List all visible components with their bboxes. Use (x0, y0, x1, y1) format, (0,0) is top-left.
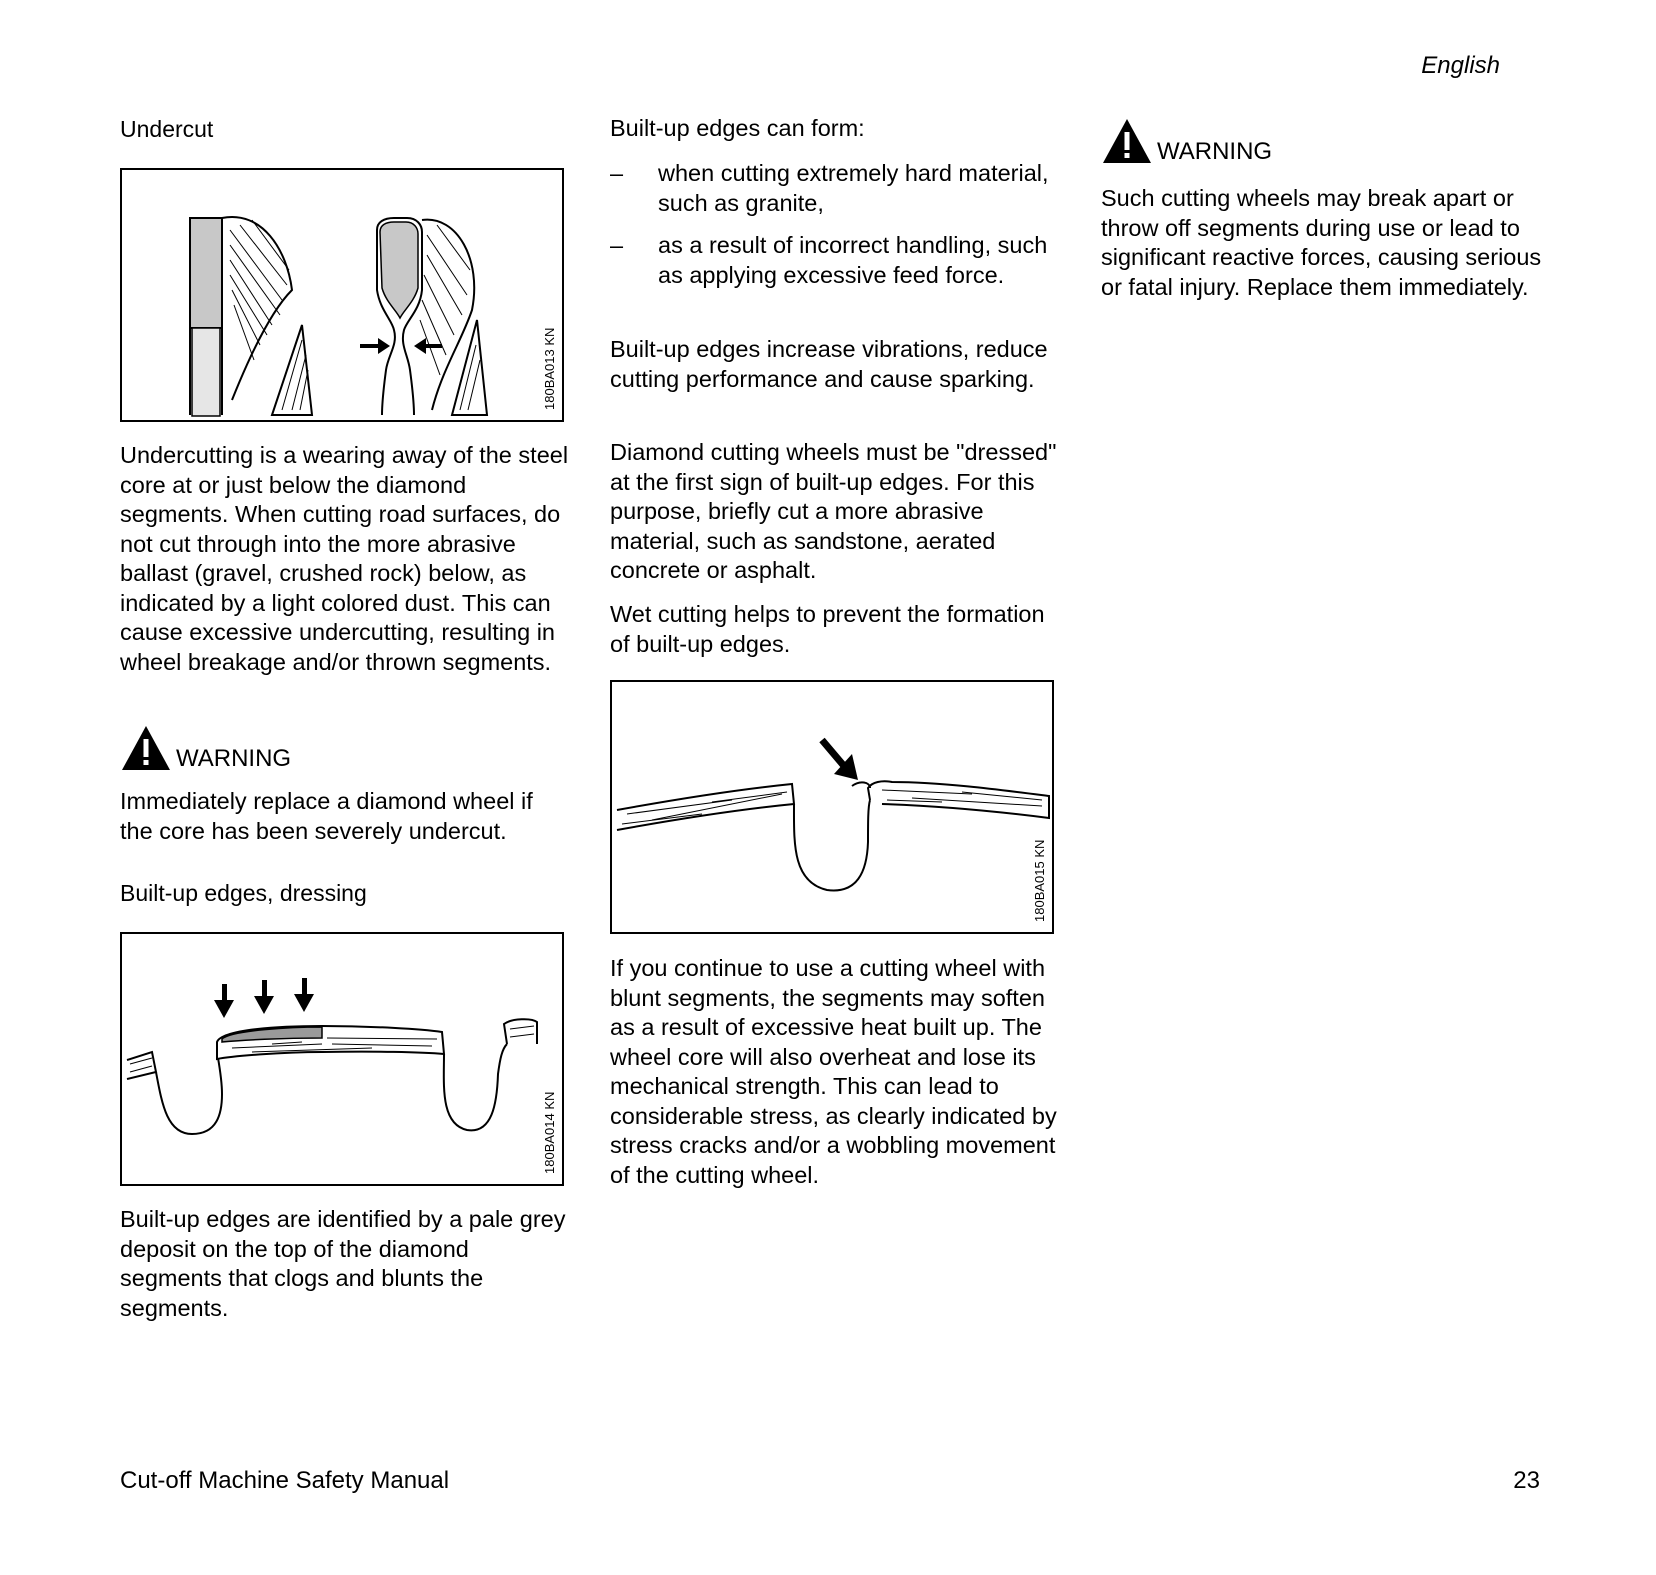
bullet-dash: – (610, 232, 624, 258)
heading-builtup: Built-up edges, dressing (120, 880, 367, 906)
warning-triangle-icon (120, 724, 172, 772)
dressing-illustration (612, 682, 1052, 932)
figure-dressing (610, 680, 1054, 934)
paragraph-vibrations: Built-up edges increase vibrations, reduce cutting performance and cause sparking. (610, 336, 1048, 392)
bullet-text: when cutting extremely hard material, such as granite, (658, 160, 1049, 216)
figure-code-2: 180BA014 KN (542, 1091, 557, 1174)
warning-label-2: WARNING (1157, 138, 1273, 165)
paragraph-builtup: Built-up edges are identified by a pale grey deposit on the top of the diamond segments that clogs and blunts the segments. (120, 1206, 566, 1321)
bullet-dash: – (610, 160, 624, 186)
paragraph-undercut: Undercutting is a wearing away of the steel core at or just below the diamond segments. When cutting road surfaces, do not cut through into the more abrasive ballast (gravel, crushed rock) below, as indicated by a light colored dust. This can cause excessive undercutting, resulting in wheel breakage and/or thrown segments. (120, 442, 569, 675)
figure-undercut (120, 168, 564, 422)
warning-block-2 (1101, 117, 1272, 165)
undercut-illustration (122, 170, 562, 420)
figure-code-1: 180BA013 KN (542, 327, 557, 410)
builtup-illustration (122, 934, 562, 1184)
paragraph-blunt-segments: If you continue to use a cutting wheel with blunt segments, the segments may soften as a result of excessive heat built up. The wheel core will also overheat and lose its mechanical strength. This can lead to considerable stress, as clearly indicated by stress cracks and/or a wobbling movement of the cutting wheel. (610, 955, 1057, 1188)
page-number: 23 (1513, 1467, 1540, 1494)
warning-triangle-icon (1101, 117, 1153, 165)
paragraph-builtup-intro: Built-up edges can form: (610, 115, 865, 141)
list-item (610, 231, 1070, 321)
list-item (610, 159, 1070, 219)
figure-code-3: 180BA015 KN (1032, 839, 1047, 922)
language-label: English (1421, 52, 1500, 79)
warning-block-1 (120, 724, 291, 772)
paragraph-wet-cutting: Wet cutting helps to prevent the formation of built-up edges. (610, 601, 1045, 657)
heading-undercut: Undercut (120, 116, 214, 142)
warning-text-2: Such cutting wheels may break apart or throw off segments during use or lead to significant reactive forces, causing serious or fatal injury. Replace them immediately. (1101, 185, 1542, 300)
figure-builtup (120, 932, 564, 1186)
warning-label-1: WARNING (176, 745, 292, 772)
bullet-text: as a result of incorrect handling, such as applying excessive feed force. (658, 232, 1048, 288)
warning-text-1: Immediately replace a diamond wheel if the core has been severely undercut. (120, 788, 533, 844)
paragraph-dressed: Diamond cutting wheels must be "dressed" at the first sign of built-up edges. For this purpose, briefly cut a more abrasive material, such as sandstone, aerated concrete or asphalt. (610, 439, 1057, 583)
footer-title: Cut-off Machine Safety Manual (120, 1467, 450, 1494)
